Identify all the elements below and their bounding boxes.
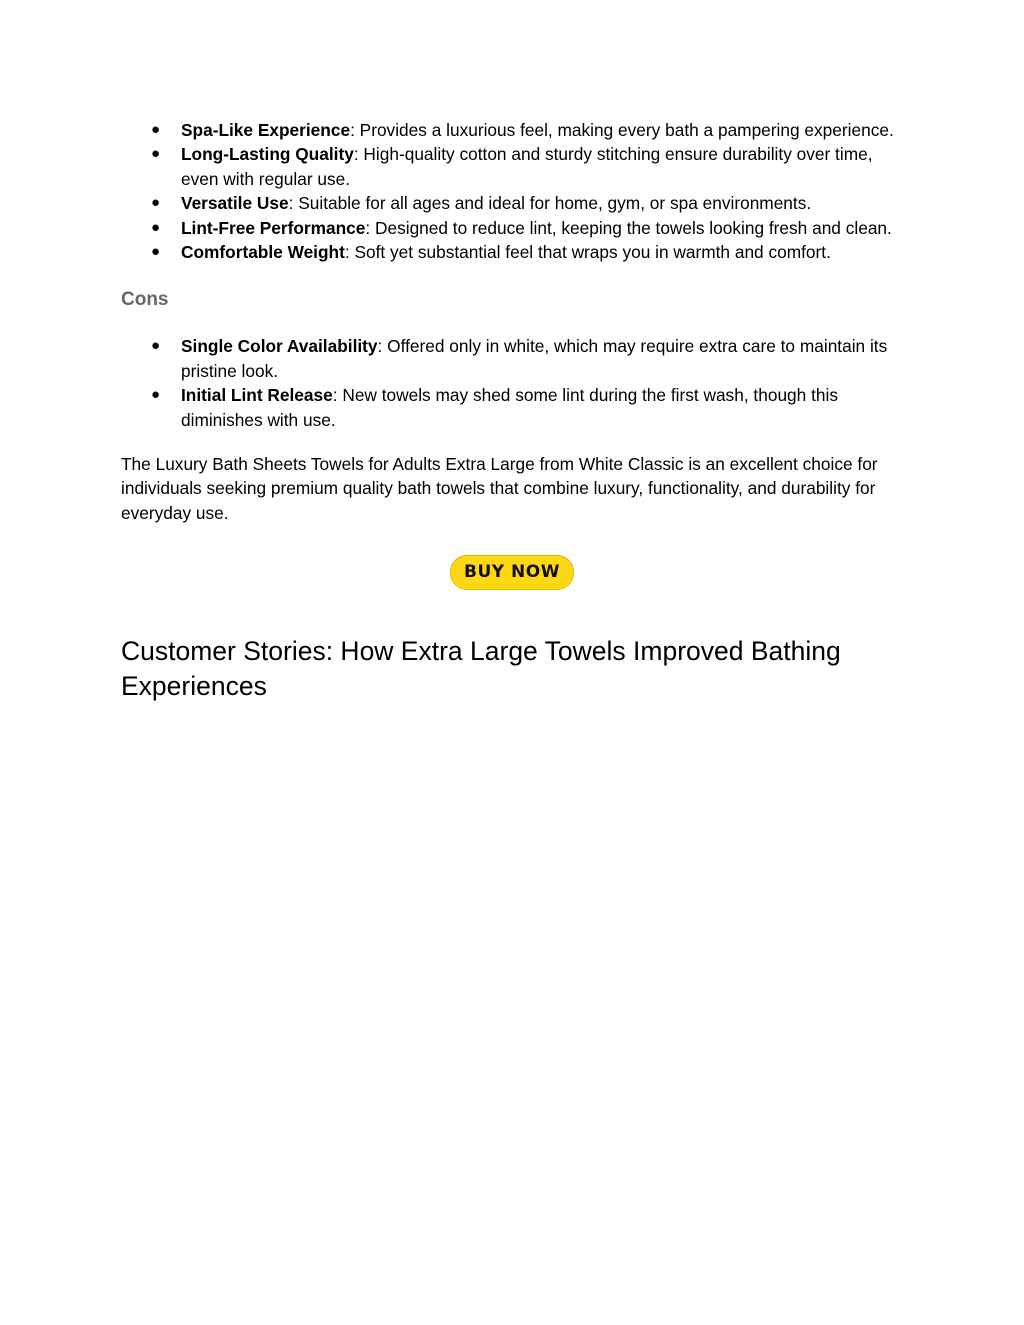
list-item [121, 118, 911, 142]
pros-list [121, 118, 911, 264]
item-text: : High-quality cotton and sturdy stitching ensure durability over time, even with regular use. [181, 144, 873, 189]
section-heading: Customer Stories: How Extra Large Towels Improved Bathing Experiences [121, 636, 841, 702]
bullet-icon: ● [151, 218, 161, 236]
item-title: Initial Lint Release [181, 385, 333, 406]
item-title: Spa-Like Experience [181, 120, 351, 140]
bullet-icon: ● [151, 121, 161, 138]
bullet-icon: ● [151, 337, 161, 355]
document-page [121, 118, 911, 704]
list-item [121, 191, 911, 215]
item-text: : Offered only in white, which may require extra care to maintain its pristine look. [181, 336, 888, 381]
bullet-icon: ● [151, 386, 161, 404]
bullet-icon: ● [151, 243, 161, 261]
list-item [121, 383, 911, 432]
item-title: Lint-Free Performance [181, 217, 366, 238]
bullet-icon: ● [151, 145, 161, 163]
bullet-icon: ● [151, 194, 161, 212]
list-item [121, 142, 911, 191]
cons-list [121, 334, 911, 432]
item-text: : Provides a luxurious feel, making every bath a pampering experience. [350, 120, 894, 140]
buy-now-button[interactable]: BUY NOW [450, 555, 574, 590]
summary-paragraph: The Luxury Bath Sheets Towels for Adults Extra Large from White Classic is an excellent choice for individuals seeking premium quality bath towels that combine luxury, functionality, and durability for everyday use. [121, 454, 878, 523]
item-text: : Designed to reduce lint, keeping the towels looking fresh and clean. [365, 217, 892, 238]
list-item [121, 334, 911, 383]
item-title: Versatile Use [181, 193, 289, 214]
item-text: : Soft yet substantial feel that wraps you in warmth and comfort. [344, 242, 831, 263]
buy-button-container [121, 555, 903, 590]
item-text: : New towels may shed some lint during the first wash, though this diminishes with use. [181, 385, 838, 430]
item-text: : Suitable for all ages and ideal for home, gym, or spa environments. [288, 193, 812, 214]
list-item [121, 240, 911, 264]
cons-heading: Cons [121, 289, 169, 311]
item-title: Comfortable Weight [181, 242, 345, 263]
item-title: Long-Lasting Quality [181, 144, 354, 165]
item-title: Single Color Availability [181, 336, 378, 357]
list-item [121, 216, 911, 240]
